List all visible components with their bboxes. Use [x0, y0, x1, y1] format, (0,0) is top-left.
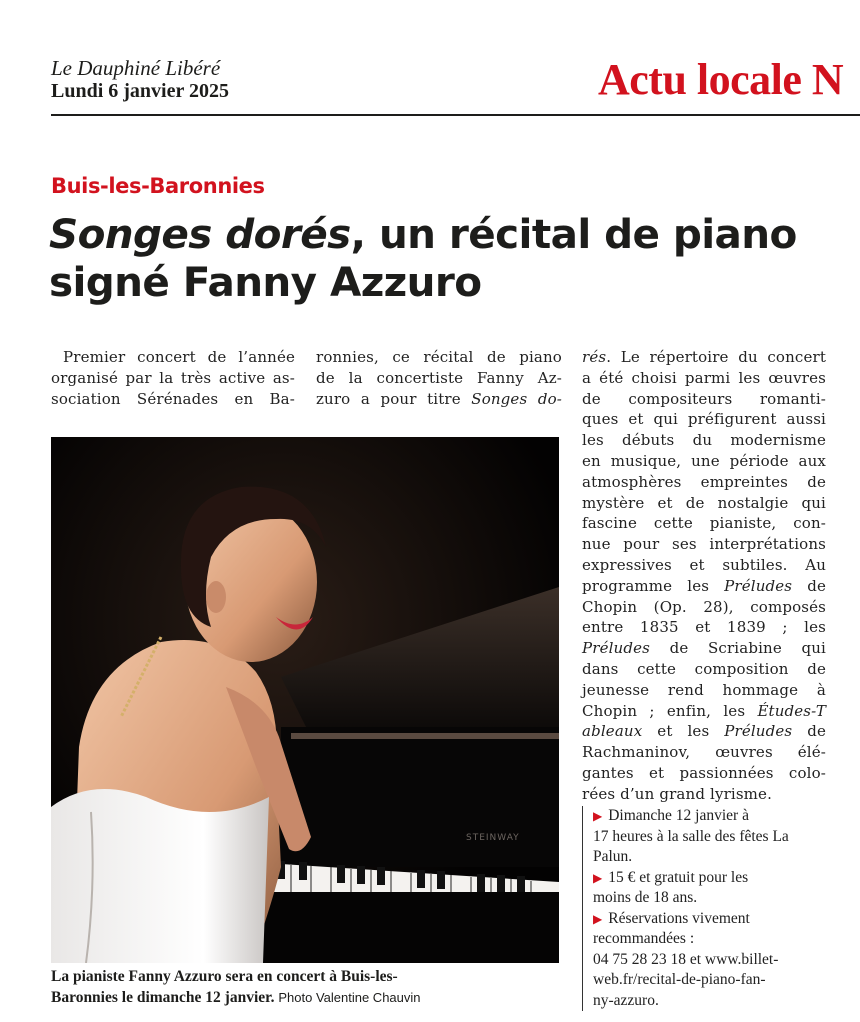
text-line — [582, 347, 826, 368]
info-text: Réservations vivement — [608, 909, 750, 927]
text-line — [582, 701, 826, 722]
text-fragment: de — [792, 722, 826, 741]
text-fragment: et les — [642, 722, 725, 741]
text-fragment: programme les — [582, 576, 725, 595]
text-line: en musique, une période aux — [582, 451, 826, 470]
text-line: jeunesse rend hommage à — [582, 680, 826, 699]
text-line: Rachmaninov, œuvres élé- — [582, 743, 826, 762]
text-line: ronnies, ce récital de piano — [316, 348, 562, 366]
text-fragment: zuro a pour titre — [316, 389, 472, 408]
text-fragment: de — [792, 576, 826, 595]
text-line: fascine cette pianiste, con- — [582, 514, 826, 533]
header-rule — [51, 114, 860, 116]
article-photo — [51, 437, 559, 963]
piano-brand: STEINWAY — [466, 833, 520, 843]
text-fragment-italic: Études-T — [757, 701, 826, 720]
text-line: les débuts du modernisme — [582, 431, 826, 450]
text-fragment-italic: ableaux — [582, 722, 643, 741]
text-fragment: Chopin ; enfin, les — [582, 701, 758, 720]
text-line: sociation Sérénades en Ba- — [51, 389, 295, 408]
text-fragment-italic: Préludes — [724, 722, 793, 741]
text-line: nue pour ses interprétations — [582, 535, 826, 554]
info-text: 15 € et gratuit pour les — [608, 868, 749, 886]
text-line — [582, 721, 826, 742]
text-line: gantes et passionnées colo- — [582, 763, 826, 782]
issue-date: Lundi 6 janvier 2025 — [51, 80, 229, 102]
text-line: Chopin (Op. 28), composés — [582, 597, 826, 616]
article-column-2 — [316, 347, 562, 409]
title-italic: Songes dorés — [49, 210, 351, 258]
red-triangle-icon: ▶ — [593, 911, 603, 926]
newspaper-name: Le Dauphiné Libéré — [51, 56, 221, 80]
text-line: organisé par la très active as- — [51, 368, 295, 387]
title-rest: , un récital de piano signé Fanny Azzuro — [49, 210, 797, 306]
text-fragment-italic: rés — [582, 348, 607, 366]
article-column-1 — [51, 347, 295, 409]
article-title — [49, 210, 849, 306]
caption-line: La pianiste Fanny Azzuro sera en concert à Buis-les- — [51, 968, 398, 985]
info-item-booking — [593, 909, 843, 1012]
text-fragment: . Le répertoire du concert — [606, 348, 826, 366]
text-line: entre 1835 et 1839 ; les — [582, 618, 826, 637]
red-triangle-icon: ▶ — [593, 809, 603, 823]
text-line: Premier concert de l’année — [63, 348, 295, 366]
text-line: rées d’un grand lyrisme. — [582, 784, 773, 803]
text-fragment-italic: Songes do- — [471, 389, 562, 408]
text-line: atmosphères empreintes de — [582, 472, 826, 491]
photo-caption — [51, 967, 561, 1008]
info-text: 17 heures à la salle des fêtes La — [593, 827, 789, 845]
info-item-date — [593, 806, 843, 868]
red-triangle-icon: ▶ — [593, 870, 603, 885]
text-line: ques et qui préfigurent aussi — [582, 410, 826, 429]
article-column-3 — [582, 347, 826, 805]
text-fragment: de Scriabine qui — [649, 639, 826, 658]
caption-line: Baronnies le dimanche 12 janvier. — [51, 988, 275, 1006]
info-text: moins de 18 ans. — [593, 889, 698, 906]
pianist-photo-illustration — [51, 437, 559, 963]
info-text: Palun. — [593, 848, 633, 865]
article-kicker: Buis-les-Baronnies — [51, 174, 265, 198]
pianist-dress — [51, 789, 269, 963]
text-line: mystère et de nostalgie qui — [582, 493, 826, 512]
piano-body — [281, 727, 559, 867]
info-text: web.fr/recital-de-piano-fan- — [593, 971, 766, 988]
text-line — [316, 389, 562, 410]
text-line: expressives et subtiles. Au — [582, 555, 826, 574]
text-line — [582, 638, 826, 659]
text-fragment-italic: Préludes — [724, 576, 793, 595]
text-line: dans cette composition de — [582, 659, 826, 678]
photo-credit: Photo Valentine Chauvin — [278, 989, 421, 1005]
practical-info-box — [582, 806, 843, 1011]
info-text: 04 75 28 23 18 et www.billet- — [593, 950, 779, 968]
section-title: Actu locale N — [598, 55, 844, 104]
text-line: de compositeurs romanti- — [582, 389, 826, 408]
text-line — [582, 576, 826, 597]
info-text: Dimanche 12 janvier à — [608, 807, 749, 824]
info-text: recommandées : — [593, 930, 695, 947]
info-item-price — [593, 868, 843, 909]
text-fragment-italic: Préludes — [582, 639, 650, 658]
text-line: a été choisi parmi les œuvres — [582, 368, 826, 387]
text-line: de la concertiste Fanny Az- — [316, 368, 562, 387]
info-text: ny-azzuro. — [593, 991, 659, 1009]
